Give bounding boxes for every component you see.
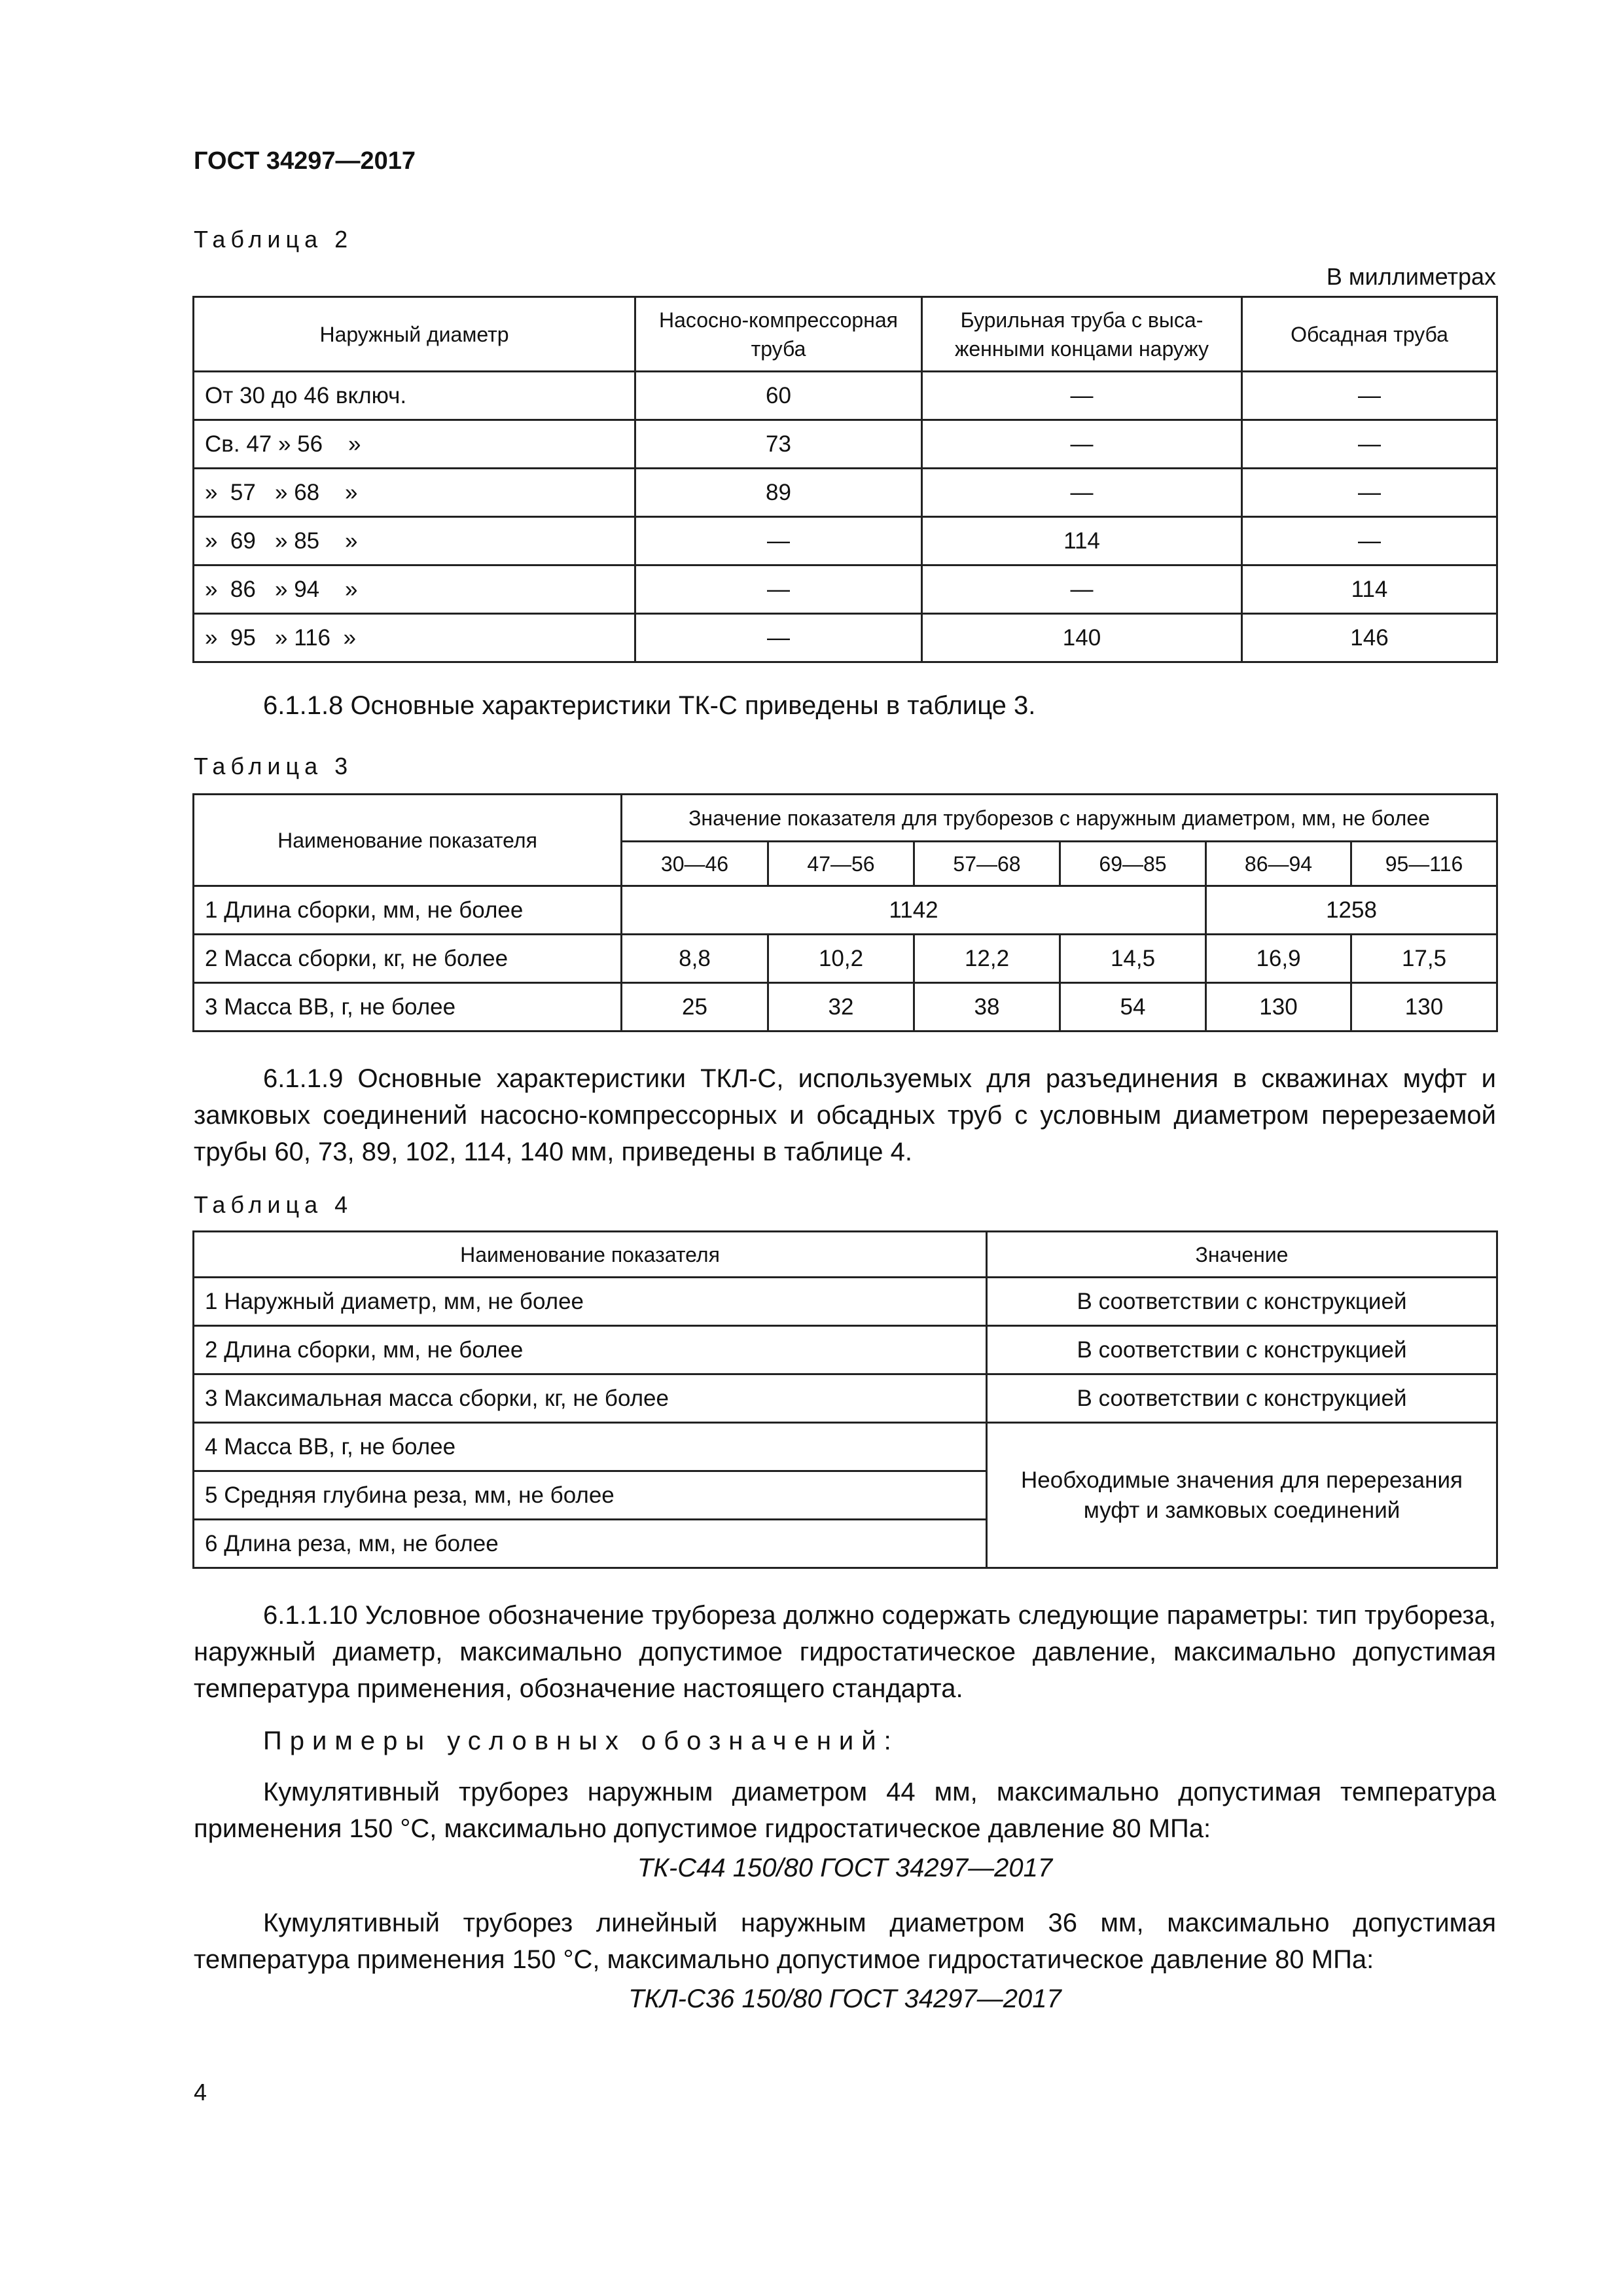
table3-row-name: 2 Масса сборки, кг, не более — [194, 935, 622, 983]
table3-header-name: Наименование показателя — [194, 795, 622, 886]
table2-cell: 146 — [1242, 614, 1497, 662]
table-row — [194, 935, 1497, 983]
table3-diameter-cell: 95—116 — [1351, 842, 1497, 886]
table2-cell: — — [635, 565, 922, 614]
table4-cell: В соответствии с конструкцией — [987, 1278, 1497, 1326]
table3-cell: 8,8 — [622, 935, 768, 983]
table-row — [194, 886, 1497, 935]
table4-header-cell: Значение — [987, 1232, 1497, 1278]
table2-cell: 60 — [635, 372, 922, 420]
table3-cell: 17,5 — [1351, 935, 1497, 983]
table3-cell: 16,9 — [1206, 935, 1351, 983]
table2-header-cell: Насосно-компрессорная труба — [635, 297, 922, 372]
table2-cell: 114 — [922, 517, 1242, 565]
table3-cell: 12,2 — [914, 935, 1060, 983]
table3-cell: 38 — [914, 983, 1060, 1031]
table-row — [194, 1278, 1497, 1326]
table4-header-cell: Наименование показателя — [194, 1232, 987, 1278]
table2-cell: 114 — [1242, 565, 1497, 614]
table-row — [194, 983, 1497, 1031]
table2-cell: » 86 » 94 » — [194, 565, 635, 614]
examples-heading: Примеры условных обозначений: — [263, 1727, 899, 1755]
table-row — [194, 614, 1497, 662]
table2-cell: — — [1242, 372, 1497, 420]
table3-caption: Таблица 3 — [194, 753, 353, 780]
table2-cell: 73 — [635, 420, 922, 469]
table4-merged-cell: Необходимые значения для перерезания муфт и замковых соединений — [987, 1423, 1497, 1568]
table4-cell: В соответствии с конструкцией — [987, 1326, 1497, 1374]
table2-units: В миллиметрах — [1326, 263, 1496, 290]
example1-text: Кумулятивный труборез наружным диаметром 44 мм, максимально допустимая температура применения 150 °С, максимально допустимое гидростатическое давление 80 МПа: — [194, 1778, 1496, 1843]
paragraph-6-1-1-9: 6.1.1.9 Основные характеристики ТКЛ-С, используемых для разъединения в скважинах муфт и замковых соединений насосно-компрессорных и обсадных труб с условным диаметром перерезаемой трубы 60, 73, 89, 102, 114, 140 мм, приведены в таблице 4. — [194, 1064, 1496, 1166]
table3-row-name: 3 Масса ВВ, г, не более — [194, 983, 622, 1031]
table3-cell: 25 — [622, 983, 768, 1031]
paragraph-6-1-1-10: 6.1.1.10 Условное обозначение трубореза должно содержать следующие параметры: тип трубореза, наружный диаметр, максимально допустимое гидростатическое давление, максимально допустимая температура применения, обозначение настоящего стандарта. — [194, 1601, 1496, 1703]
table3-cell: 130 — [1206, 983, 1351, 1031]
table3-cell: 1142 — [622, 886, 1206, 935]
table4-row-name: 5 Средняя глубина реза, мм, не более — [194, 1471, 987, 1520]
table2-cell: Св. 47 » 56 » — [194, 420, 635, 469]
standard-header: ГОСТ 34297—2017 — [194, 147, 416, 175]
example1-code: ТК-С44 150/80 ГОСТ 34297—2017 — [637, 1854, 1053, 1882]
table2-header-row — [194, 297, 1497, 372]
table2-cell: — — [922, 565, 1242, 614]
table3-diameter-cell: 57—68 — [914, 842, 1060, 886]
table-row — [194, 1326, 1497, 1374]
example2-text: Кумулятивный труборез линейный наружным диаметром 36 мм, максимально допустимая температура применения 150 °С, максимально допустимое гидростатическое давление 80 МПа: — [194, 1909, 1496, 1974]
table2-cell: — — [1242, 420, 1497, 469]
table4-row-name: 1 Наружный диаметр, мм, не более — [194, 1278, 987, 1326]
table2 — [192, 296, 1498, 663]
table2-cell: — — [635, 517, 922, 565]
table2-cell: » 95 » 116 » — [194, 614, 635, 662]
page-number: 4 — [194, 2079, 207, 2106]
table-row — [194, 469, 1497, 517]
table2-cell: — — [1242, 469, 1497, 517]
table3-row-name: 1 Длина сборки, мм, не более — [194, 886, 622, 935]
table2-caption: Таблица 2 — [194, 226, 353, 253]
table2-cell: » 57 » 68 » — [194, 469, 635, 517]
table4-row-name: 3 Максимальная масса сборки, кг, не более — [194, 1374, 987, 1423]
table2-cell: — — [1242, 517, 1497, 565]
table3 — [192, 793, 1498, 1032]
table4-header-row — [194, 1232, 1497, 1278]
table2-cell: — — [922, 420, 1242, 469]
table-row — [194, 420, 1497, 469]
table2-header-cell: Обсадная труба — [1242, 297, 1497, 372]
table3-cell: 32 — [768, 983, 914, 1031]
table3-cell: 1258 — [1206, 886, 1497, 935]
table4-caption: Таблица 4 — [194, 1191, 353, 1218]
table3-diameter-cell: 30—46 — [622, 842, 768, 886]
table-row — [194, 372, 1497, 420]
table-row — [194, 517, 1497, 565]
table4-cell: В соответствии с конструкцией — [987, 1374, 1497, 1423]
table2-cell: От 30 до 46 включ. — [194, 372, 635, 420]
table4 — [192, 1230, 1498, 1569]
table4-row-name: 6 Длина реза, мм, не более — [194, 1520, 987, 1568]
table3-header-group: Значение показателя для труборезов с наружным диаметром, мм, не более — [622, 795, 1497, 842]
table2-header-cell: Наружный диаметр — [194, 297, 635, 372]
paragraph-6-1-1-8: 6.1.1.8 Основные характеристики ТК-С приведены в таблице 3. — [263, 691, 1036, 720]
table3-diameter-cell: 47—56 — [768, 842, 914, 886]
example2-code: ТКЛ-С36 150/80 ГОСТ 34297—2017 — [628, 1984, 1061, 2013]
table2-header-cell: Бурильная труба с выса-женными концами наружу — [922, 297, 1242, 372]
table-row — [194, 1374, 1497, 1423]
table3-cell: 54 — [1060, 983, 1206, 1031]
table2-cell: — — [635, 614, 922, 662]
table3-header-row — [194, 795, 1497, 842]
table-row — [194, 1423, 1497, 1471]
table-row — [194, 565, 1497, 614]
table4-row-name: 4 Масса ВВ, г, не более — [194, 1423, 987, 1471]
table2-cell: — — [922, 372, 1242, 420]
table3-diameter-cell: 69—85 — [1060, 842, 1206, 886]
table3-cell: 10,2 — [768, 935, 914, 983]
table3-cell: 14,5 — [1060, 935, 1206, 983]
table2-cell: 140 — [922, 614, 1242, 662]
table2-cell: — — [922, 469, 1242, 517]
table2-cell: » 69 » 85 » — [194, 517, 635, 565]
table3-cell: 130 — [1351, 983, 1497, 1031]
table4-row-name: 2 Длина сборки, мм, не более — [194, 1326, 987, 1374]
table3-diameter-cell: 86—94 — [1206, 842, 1351, 886]
table2-cell: 89 — [635, 469, 922, 517]
